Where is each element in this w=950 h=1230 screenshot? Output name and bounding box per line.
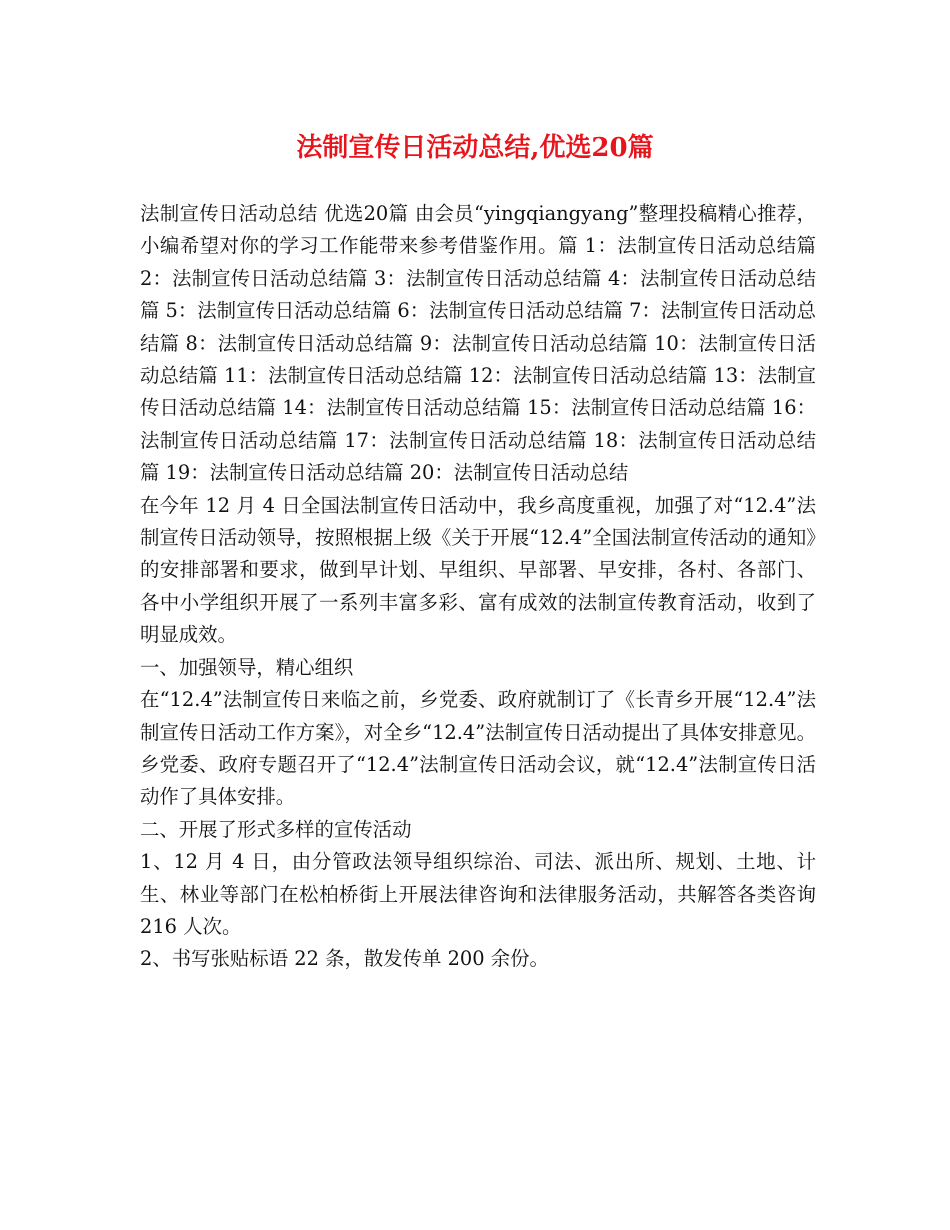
intro-paragraph: 法制宣传日活动总结 优选20篇 由会员“yingqiangyang”整理投稿精心推荐，小编希望对你的学习工作能带来参考借鉴作用。篇 1：法制宣传日活动总结篇 2：法制宣传日活动总结篇 3：法制宣传日活动总结篇 4：法制宣传日活动总结篇 5：法制宣传日活动总结篇 6：法制宣传日活动总结篇 7：法制宣传日活动总结篇 8：法制宣传日活动总结篇 9：法制宣传日活动总结篇 10：法制宣传日活动总结篇 11：法制宣传日活动总结篇 12：法制宣传日活动总结篇 13：法制宣传日活动总结篇 14：法制宣传日活动总结篇 15：法制宣传日活动总结篇 16：法制宣传日活动总结篇 17：法制宣传日活动总结篇 18：法制宣传日活动总结篇 19：法制宣传日活动总结篇 20：法制宣传日活动总结 bbox=[140, 202, 817, 485]
document-title: 法制宣传日活动总结,优选20篇 bbox=[296, 133, 654, 163]
list-item: 2、书写张贴标语 22 条，散发传单 200 余份。 bbox=[140, 947, 549, 971]
section-heading: 二、开展了形式多样的宣传活动 bbox=[140, 817, 412, 841]
section-heading: 一、加强领导，精心组织 bbox=[140, 655, 354, 679]
body-paragraph: 在今年 12 月 4 日全国法制宣传日活动中，我乡高度重视，加强了对“12.4”法制宣传日活动领导，按照根据上级《关于开展“12.4”全国法制宣传活动的通知》的安排部署和要求，做到早计划、早组织、早部署、早安排，各村、各部门、各中小学组织开展了一系列丰富多彩、富有成效的法制宣传教育活动，收到了明显成效。 bbox=[140, 493, 816, 647]
document-body bbox=[140, 198, 816, 976]
list-item: 1、12 月 4 日，由分管政法领导组织综治、司法、派出所、规划、土地、计生、林业等部门在松柏桥街上开展法律咨询和法律服务活动，共解答各类咨询 216 人次。 bbox=[140, 850, 816, 938]
body-paragraph: 在“12.4”法制宣传日来临之前，乡党委、政府就制订了《长青乡开展“12.4”法制宣传日活动工作方案》，对全乡“12.4”法制宣传日活动提出了具体安排意见。乡党委、政府专题召开了“12.4”法制宣传日活动会议，就“12.4”法制宣传日活动作了具体安排。 bbox=[140, 688, 816, 809]
